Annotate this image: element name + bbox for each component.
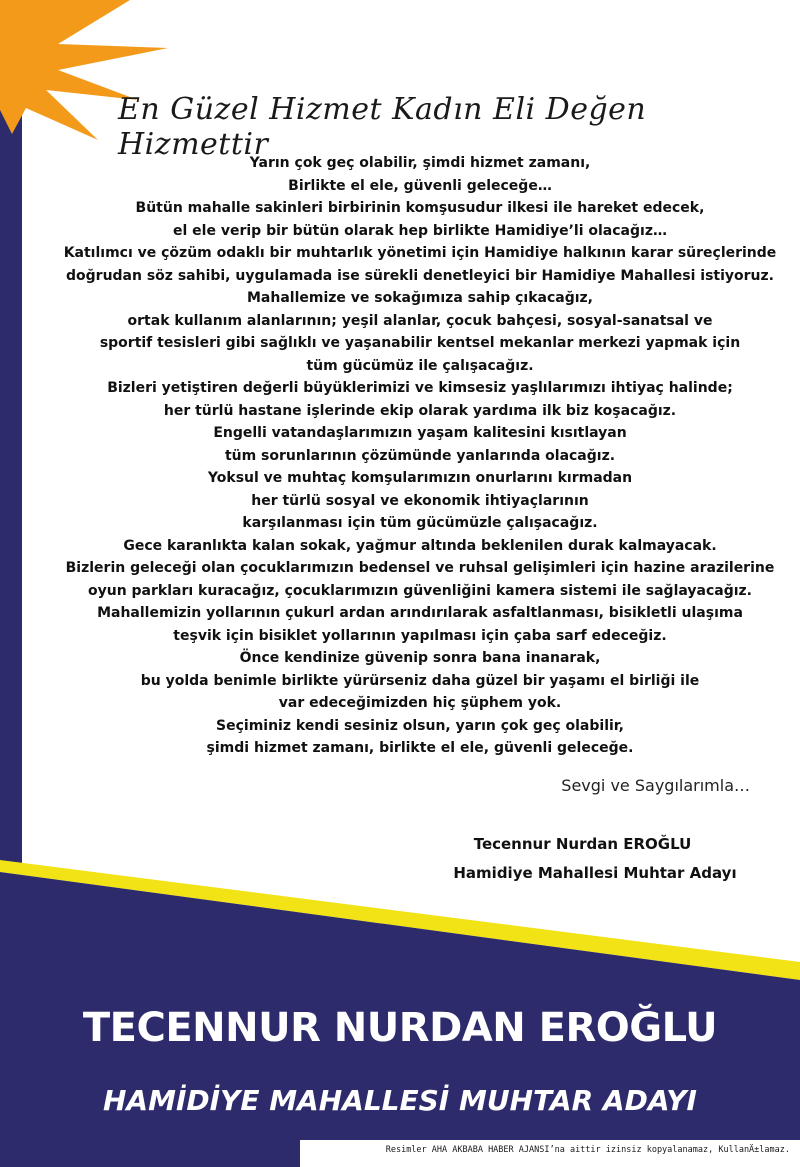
body-line: Gece karanlıkta kalan sokak, yağmur altında beklenilen durak kalmayacak. xyxy=(123,537,717,554)
body-line: Yarın çok geç olabilir, şimdi hizmet zamanı, xyxy=(249,155,591,171)
headline: En Güzel Hizmet Kadın Eli Değen Hizmettir xyxy=(118,92,647,162)
body-line: oyun parkları kuracağız, çocuklarımızın güvenliğini kamera sistemi ile sağlayacağız. xyxy=(87,582,752,599)
body-line: Mahallemize ve sokağımıza sahip çıkacağız, xyxy=(246,290,593,306)
body-line: tüm sorunlarının çözümünde yanlarında olacağız. xyxy=(224,447,616,464)
body-line: teşvik için bisiklet yollarının yapılması için çaba sarf edeceğiz. xyxy=(173,627,667,644)
signature-title: Hamidiye Mahallesi Muhtar Adayı xyxy=(453,864,737,882)
footer-copyright-note: Resimler AHA AKBABA HABER AJANSI’na aittir izinsiz kopyalanamaz, KullanÄ±lamaz. xyxy=(385,1145,790,1155)
body-line: her türlü hastane işlerinde ekip olarak yardıma ilk biz koşacağız. xyxy=(163,402,677,419)
left-navy-band xyxy=(0,78,22,866)
body-line: var edeceğimizden hiç şüphem yok. xyxy=(278,695,562,711)
body-line: Birlikte el ele, güvenli geleceğe… xyxy=(288,177,552,194)
body-line: Katılımcı ve çözüm odaklı bir muhtarlık yönetimi için Hamidiye halkının karar süreçlerinde xyxy=(63,245,777,261)
signature-name: Tecennur Nurdan EROĞLU xyxy=(473,835,692,853)
body-line: Bizlerin geleceği olan çocuklarımızın bedensel ve ruhsal gelişimleri için hazine arazilerine xyxy=(65,560,775,576)
body-line: şimdi hizmet zamanı, birlikte el ele, güvenli geleceğe. xyxy=(206,740,634,756)
banner-title: HAMİDİYE MAHALLESİ MUHTAR ADAYI xyxy=(103,1084,697,1117)
body-line: sportif tesisleri gibi sağlıklı ve yaşanabilir kentsel mekanlar merkezi yapmak için xyxy=(99,335,741,351)
letter-body xyxy=(60,152,780,760)
body-line: Mahallemizin yollarının çukurl ardan arındırılarak asfaltlanması, bisikletli ulaşıma xyxy=(97,605,743,621)
body-line: Seçiminiz kendi sesiniz olsun, yarın çok geç olabilir, xyxy=(216,717,624,734)
body-line: doğrudan söz sahibi, uygulamada ise sürekli denetleyici bir Hamidiye Mahallesi istiyoruz. xyxy=(66,267,774,284)
body-line: Yoksul ve muhtaç komşularımızın onurlarını kırmadan xyxy=(207,470,633,486)
body-line: Bizleri yetiştiren değerli büyüklerimizi ve kimsesiz yaşlılarımızı ihtiyaç halinde; xyxy=(107,380,733,396)
body-line: bu yolda benimle birlikte yürürseniz daha güzel bir yaşamı el birliği ile xyxy=(140,672,700,689)
body-line: her türlü sosyal ve ekonomik ihtiyaçlarının xyxy=(251,492,589,509)
closing-phrase: Sevgi ve Saygılarımla… xyxy=(561,776,750,795)
body-line: ortak kullanım alanlarının; yeşil alanlar, çocuk bahçesi, sosyal-sanatsal ve xyxy=(127,312,713,329)
body-line: el ele verip bir bütün olarak hep birlikte Hamidiye’li olacağız… xyxy=(173,222,667,239)
body-line: karşılanması için tüm gücümüzle çalışacağız. xyxy=(242,515,598,531)
banner-name: TECENNUR NURDAN EROĞLU xyxy=(82,1005,718,1051)
body-line: Engelli vatandaşlarımızın yaşam kalitesini kısıtlayan xyxy=(213,425,627,441)
body-line: Bütün mahalle sakinleri birbirinin komşusudur ilkesi ile hareket edecek, xyxy=(135,200,705,216)
body-line: tüm gücümüz ile çalışacağız. xyxy=(306,357,534,374)
body-line: Önce kendinize güvenip sonra bana inanarak, xyxy=(239,650,601,666)
